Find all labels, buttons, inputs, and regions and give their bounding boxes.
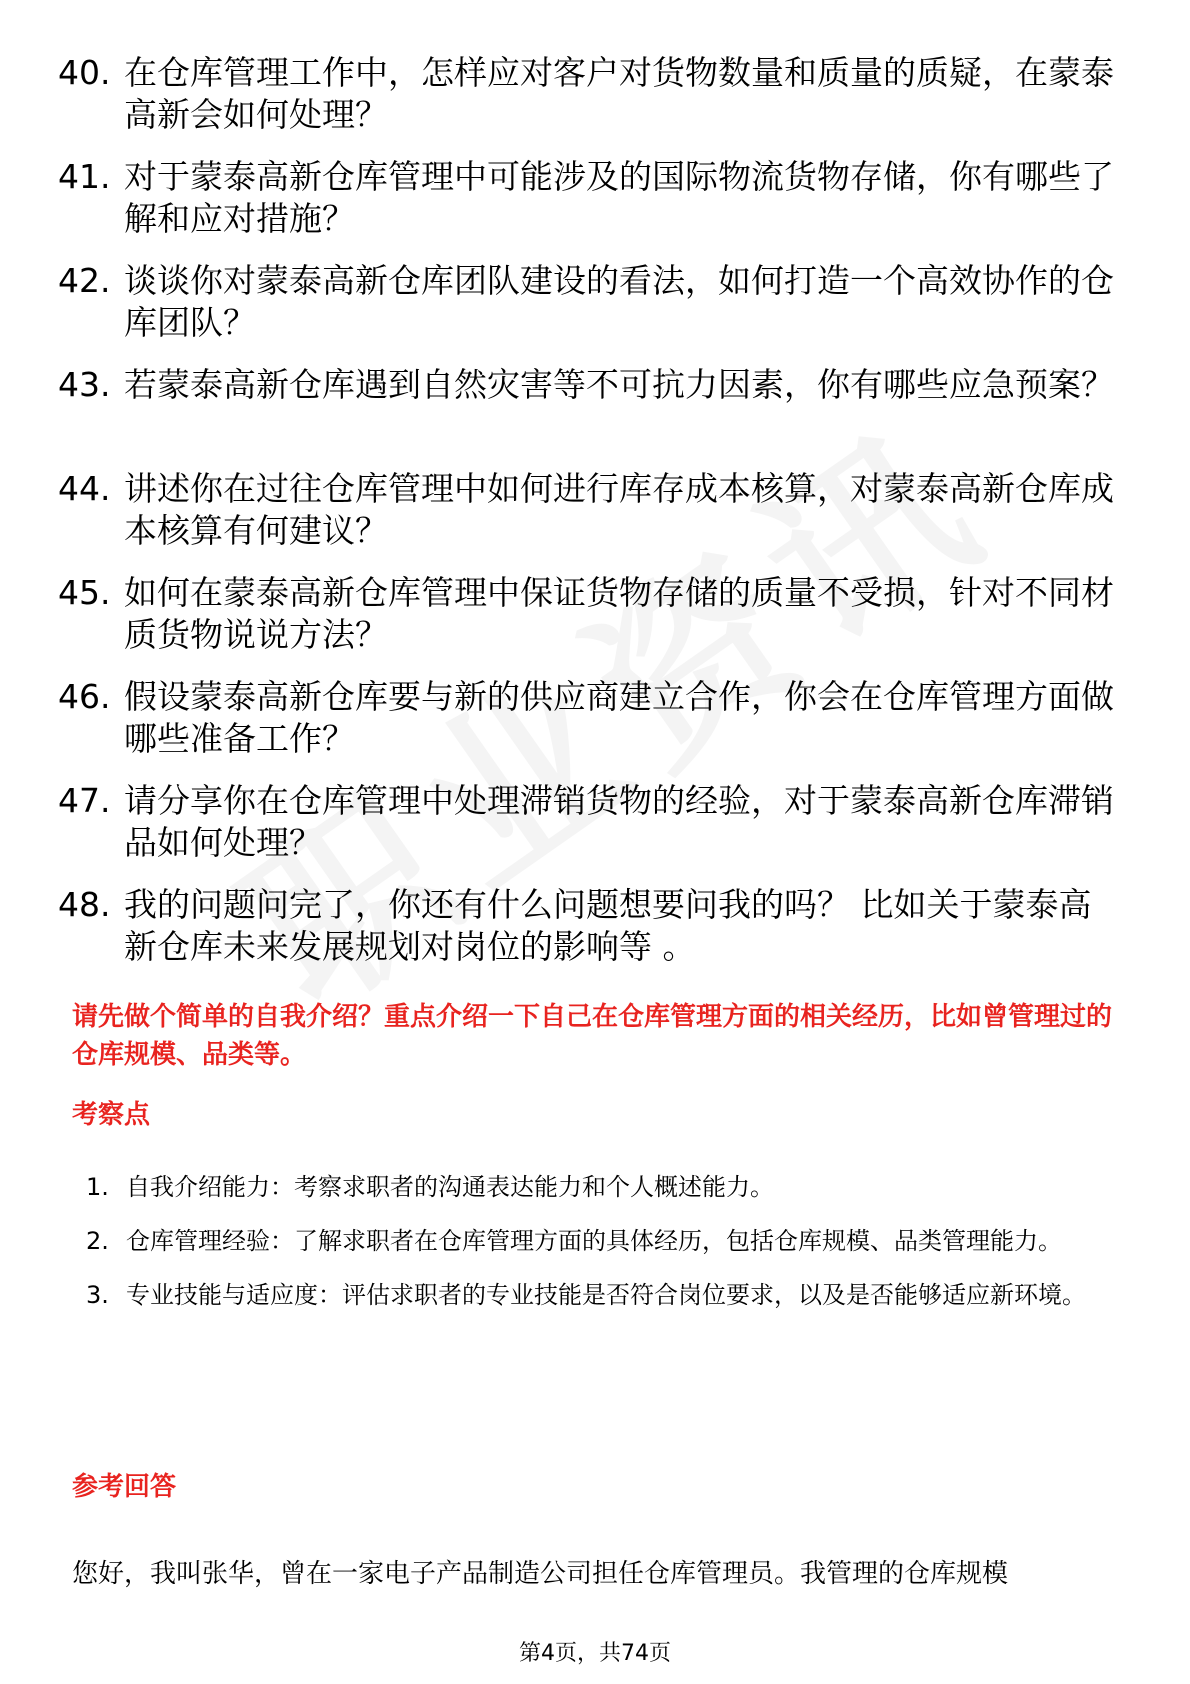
question-item — [58, 156, 1138, 260]
question-number: 42. — [58, 261, 111, 300]
question-text: 若蒙泰高新仓库遇到自然灾害等不可抗力因素，你有哪些应急预案？ — [124, 365, 1114, 404]
question-number: 46. — [58, 677, 111, 716]
exam-point-item — [86, 1268, 1136, 1322]
question-number: 44. — [58, 469, 111, 508]
exam-point-number: 3. — [86, 1281, 109, 1309]
question-item — [58, 364, 1138, 468]
question-number: 40. — [58, 53, 111, 92]
question-text: 我的问题问完了，你还有什么问题想要问我的吗？ 比如关于蒙泰高新仓库未来发展规划对岗位的影响等 。 — [124, 885, 1092, 966]
question-text: 谈谈你对蒙泰高新仓库团队建设的看法，如何打造一个高效协作的仓库团队？ — [124, 261, 1114, 342]
exam-point-number: 2. — [86, 1227, 109, 1255]
question-number: 43. — [58, 365, 111, 404]
question-text: 讲述你在过往仓库管理中如何进行库存成本核算，对蒙泰高新仓库成本核算有何建议？ — [124, 469, 1114, 550]
question-number: 41. — [58, 157, 111, 196]
exam-point-item — [86, 1160, 1136, 1214]
exam-point-text: 自我介绍能力：考察求职者的沟通表达能力和个人概述能力。 — [126, 1173, 774, 1201]
question-item — [58, 884, 1138, 988]
exam-point-text: 专业技能与适应度：评估求职者的专业技能是否符合岗位要求，以及是否能够适应新环境。 — [126, 1281, 1086, 1309]
question-number: 45. — [58, 573, 111, 612]
question-item — [58, 572, 1138, 676]
exam-point-text: 仓库管理经验：了解求职者在仓库管理方面的具体经历，包括仓库规模、品类管理能力。 — [126, 1227, 1062, 1255]
question-item — [58, 780, 1138, 884]
question-text: 如何在蒙泰高新仓库管理中保证货物存储的质量不受损，针对不同材质货物说说方法？ — [124, 573, 1114, 654]
page-footer: 第4页，共74页 — [519, 1641, 671, 1666]
question-item — [58, 52, 1138, 156]
question-number: 47. — [58, 781, 111, 820]
exam-points-title: 考察点 — [72, 1100, 151, 1130]
question-item — [58, 260, 1138, 364]
question-text: 假设蒙泰高新仓库要与新的供应商建立合作，你会在仓库管理方面做哪些准备工作？ — [124, 677, 1114, 758]
exam-point-number: 1. — [86, 1173, 109, 1201]
exam-point-item — [86, 1214, 1136, 1268]
exam-points-list — [86, 1160, 1136, 1322]
question-number: 48. — [58, 885, 111, 924]
question-list — [58, 52, 1138, 988]
question-text: 对于蒙泰高新仓库管理中可能涉及的国际物流货物存储，你有哪些了解和应对措施？ — [124, 157, 1114, 238]
question-item — [58, 468, 1138, 572]
interview-prompt: 请先做个简单的自我介绍？重点介绍一下自己在仓库管理方面的相关经历，比如曾管理过的仓库规模、品类等。 — [72, 1002, 1113, 1070]
question-text: 请分享你在仓库管理中处理滞销货物的经验，对于蒙泰高新仓库滞销品如何处理？ — [124, 781, 1114, 862]
question-text: 在仓库管理工作中，怎样应对客户对货物数量和质量的质疑，在蒙泰高新会如何处理？ — [124, 53, 1114, 134]
reference-answer-text: 您好，我叫张华，曾在一家电子产品制造公司担任仓库管理员。我管理的仓库规模 — [72, 1559, 1009, 1589]
question-item — [58, 676, 1138, 780]
reference-answer-title: 参考回答 — [72, 1472, 177, 1502]
